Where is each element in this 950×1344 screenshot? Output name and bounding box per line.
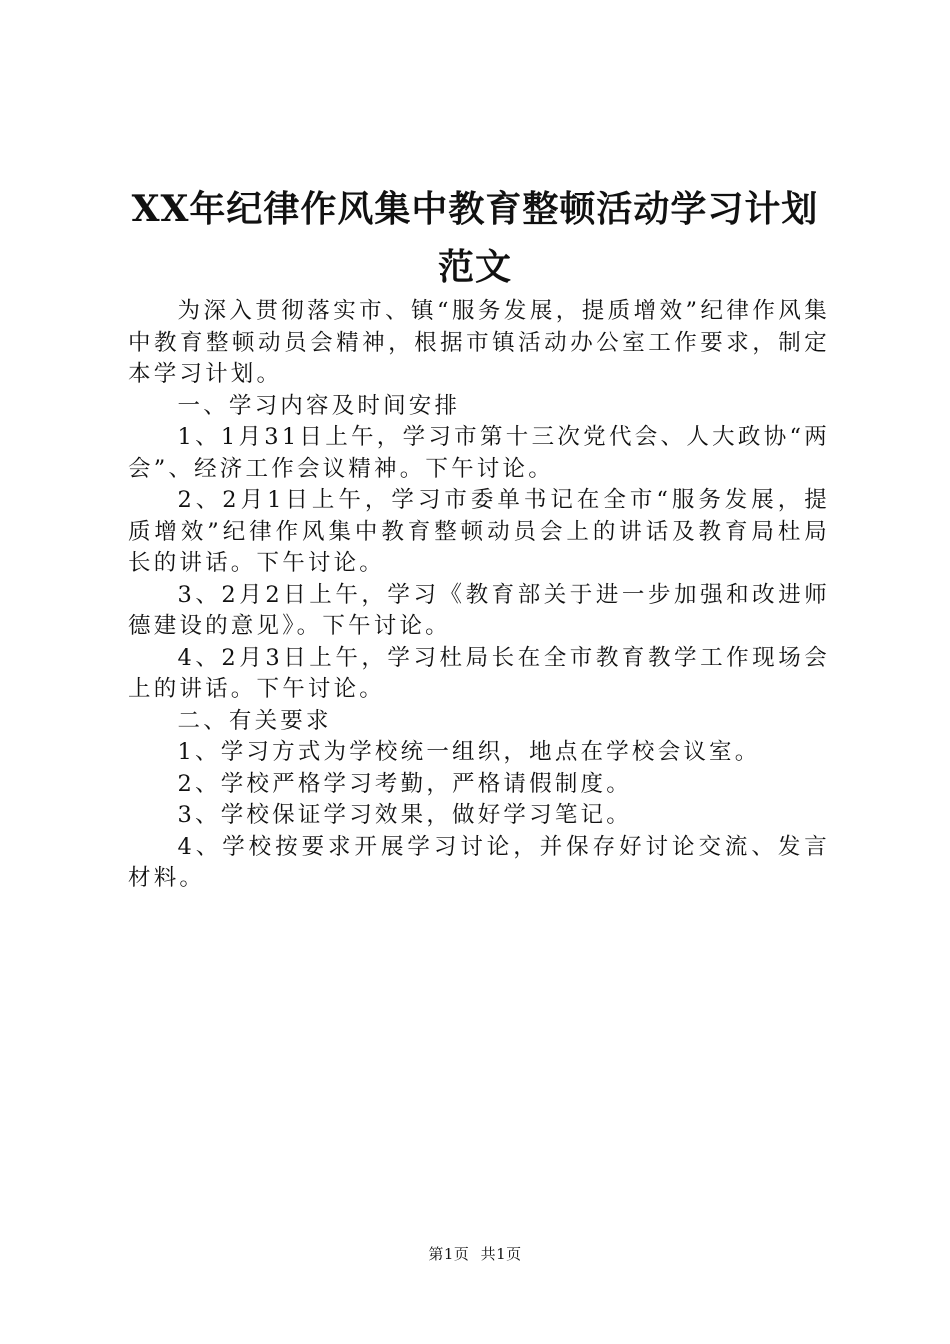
page-footer bbox=[0, 1244, 950, 1264]
document-title: XX年纪律作风集中教育整顿活动学习计划范文 bbox=[131, 188, 819, 288]
section-heading-2: 二、有关要求 bbox=[177, 707, 332, 734]
requirement-item-4: 4、学校按要求开展学习讨论，并保存好讨论交流、发言材料。 bbox=[128, 833, 830, 891]
schedule-item-4: 4、2月3日上午，学习杜局长在全市教育教学工作现场会上的讲话。下午讨论。 bbox=[128, 644, 830, 702]
schedule-item-1: 1、1月31日上午，学习市第十三次党代会、人大政协“两会”、经济工作会议精神。下午讨论。 bbox=[128, 424, 830, 482]
document-body bbox=[128, 296, 830, 895]
page-total: 共1页 bbox=[480, 1245, 522, 1263]
schedule-item-2: 2、2月1日上午，学习市委单书记在全市“服务发展，提质增效”纪律作风集中教育整顿动员会上的讲话及教育局杜局长的讲话。下午讨论。 bbox=[128, 487, 830, 576]
requirement-item-2: 2、学校严格学习考勤，严格请假制度。 bbox=[177, 770, 632, 797]
section-heading-1: 一、学习内容及时间安排 bbox=[177, 392, 461, 419]
requirement-item-3: 3、学校保证学习效果，做好学习笔记。 bbox=[177, 802, 632, 828]
page-number: 第1页 bbox=[428, 1245, 470, 1263]
schedule-item-3: 3、2月2日上午，学习《教育部关于进一步加强和改进师德建设的意见》。下午讨论。 bbox=[128, 581, 830, 639]
requirement-item-1: 1、学习方式为学校统一组织，地点在学校会议室。 bbox=[177, 739, 761, 765]
intro-paragraph: 为深入贯彻落实市、镇“服务发展，提质增效”纪律作风集中教育整顿动员会精神，根据市镇活动办公室工作要求，制定本学习计划。 bbox=[128, 298, 830, 387]
